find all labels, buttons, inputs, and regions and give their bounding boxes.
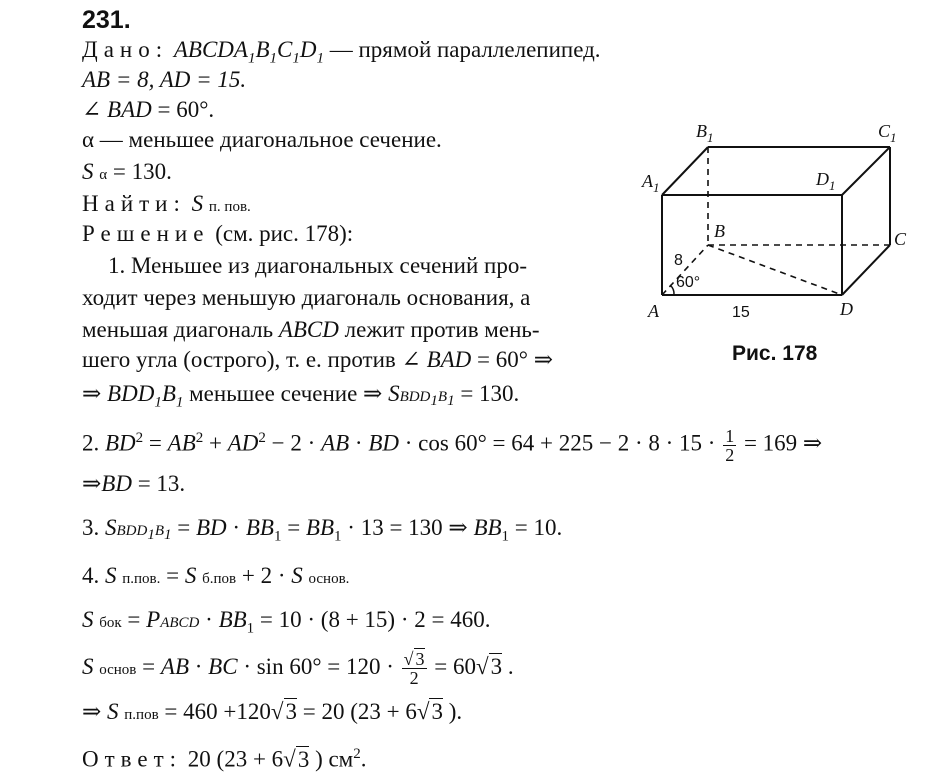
step1-line1: 1. Меньшее из диагональных сечений про-: [108, 253, 527, 278]
solution-label: Решение (см. рис. 178):: [82, 221, 354, 246]
step4-line1: 4. S п.пов. = S б.пов + 2 · S основ.: [82, 563, 350, 588]
label-b: B: [714, 221, 725, 241]
problem-number: 231.: [82, 6, 131, 34]
step1-line4: шего угла (острого), т. е. против ∠ BAD = 60° ⇒: [82, 347, 553, 372]
given-area: S α = 130.: [82, 159, 172, 184]
given-line: Дано: $ABCDA_1B_1C_1D_1$ — прямой параллелепипед.: [82, 37, 601, 67]
given-label: Дано:: [82, 37, 169, 62]
step1-line2: ходит через меньшую диагональ основания, а: [82, 285, 531, 310]
step4-line4: ⇒ S п.пов = 460 +120√3 = 20 (23 + 6√3 ).: [82, 699, 463, 724]
step1-line3: меньшая диагональ ABCD лежит против мень-: [82, 317, 540, 342]
label-len-ab: 8: [674, 252, 683, 269]
parallelepiped-figure: [630, 115, 930, 340]
step2-line2: ⇒BD = 13.: [82, 471, 186, 496]
answer-line: Ответ: 20 (23 + 6√3 ) $см^2$.: [82, 746, 367, 772]
label-c: C: [894, 229, 907, 249]
step2-line1: 2. $BD^2 = AB^2 + AD^2 - 2$ · AB · BD · cos 60° = 64 + 225 − 2 · 8 · 15 · $\frac{1}{2}$ = 169 ⇒: [82, 425, 823, 465]
step1-line5: ⇒ $BDD_1B_1$ меньшее сечение ⇒ $SBDD_1B_1 = 130$.: [82, 381, 520, 411]
label-len-ad: 15: [732, 304, 750, 321]
step3-line: 3. $SBDD_1B_1$ = BD · $BB_1 = BB_1 \cdot 13 = 130$ ⇒ $BB_1 = 10$.: [82, 515, 563, 545]
label-a1: $A_1$: [642, 171, 660, 195]
find-line: Найти: S п. пов.: [82, 191, 251, 216]
figure-caption: Рис. 178: [732, 342, 818, 365]
given-alpha: α — меньшее диагональное сечение.: [82, 127, 442, 152]
step4-line2: S бок = PABCD · $BB_1 = 10 \cdot (8 + 15) \cdot 2 = 460$.: [82, 607, 491, 637]
label-c1: $C_1$: [878, 121, 897, 145]
given-ab-ad: AB = 8, AD = 15.: [82, 67, 247, 92]
label-b1: $B_1$: [696, 121, 714, 145]
label-a: A: [648, 301, 659, 321]
label-d1: $D_1$: [816, 169, 836, 193]
step4-line3: S основ = AB · BC · sin 60° = 120 · $\frac{√ 3}{2}$ = 60√3 .: [82, 649, 514, 688]
label-d: D: [840, 299, 853, 319]
given-angle: ∠ BAD = 60°.: [82, 97, 215, 122]
label-angle: 60°: [676, 274, 701, 291]
